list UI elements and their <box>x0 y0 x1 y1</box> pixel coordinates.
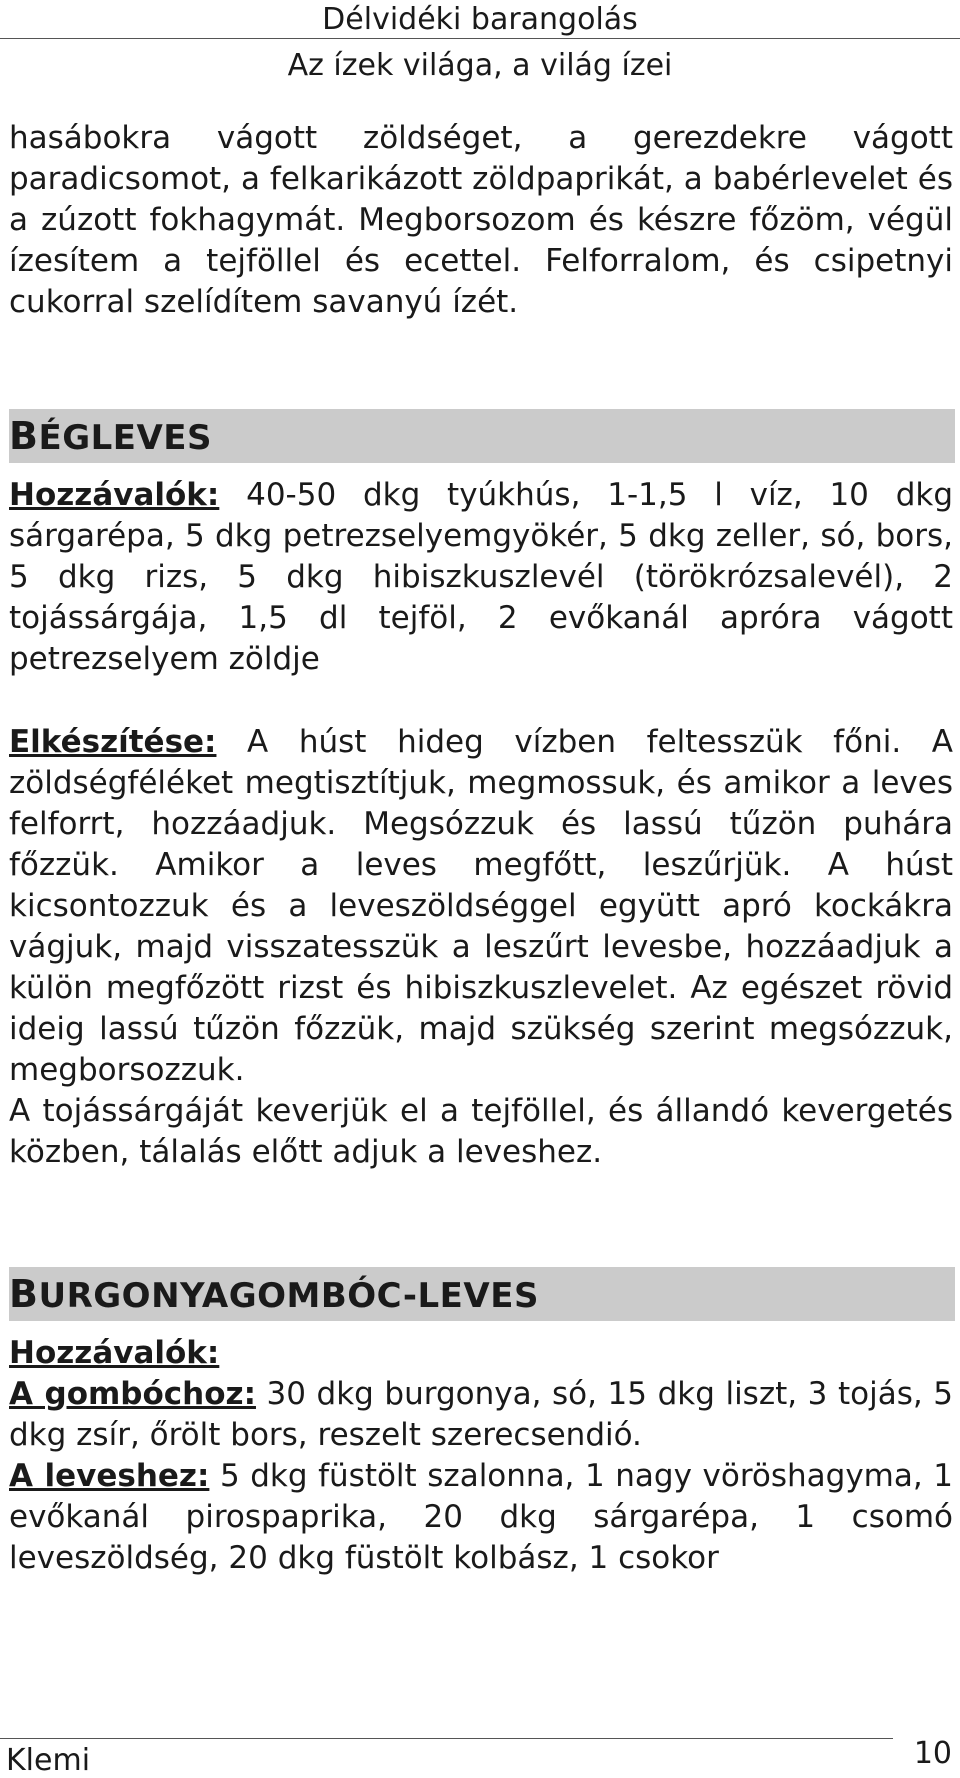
recipe1-prep-text: A húst hideg vízben feltesszük főni. A zöldségféléket megtisztítjuk, megmossuk, és amikor a leves felforrt, hozzáadjuk. Megsózzuk és lassú tűzön puhára főzzük. Amikor a leves megfőtt, leszűrjük. A húst kicsontozzuk és a leveszöldséggel együtt apró kockákra vágjuk, majd visszatesszük a leszűrt levesbe, hozzáadjuk a külön megfőzött rizst és hibiszkuszlevelet. Az egészet rövid ideig lassú tűzön főzzük, majd szükség szerint megsózzuk, megborsozzuk. <box>9 724 953 1088</box>
recipe1-title <box>9 409 212 465</box>
recipe2-soup-label: A leveshez: <box>9 1458 210 1494</box>
recipe1-prep-label: Elkészítése: <box>9 724 217 760</box>
recipe2-ingredients <box>9 1333 953 1579</box>
recipe2-title-initial: B <box>9 1272 39 1316</box>
footer-rule <box>0 1738 893 1739</box>
recipe1-title-rest: ÉGLEVES <box>38 418 213 458</box>
recipe2-dumpling-label: A gombóchoz: <box>9 1376 256 1412</box>
recipe2-ingredients-label: Hozzávalók: <box>9 1335 220 1371</box>
page-header <box>0 0 960 86</box>
recipe1-preparation <box>9 722 953 1173</box>
footer-author: Klemi <box>6 1743 91 1778</box>
book-subtitle: Az ízek világa, a világ ízei <box>287 48 673 83</box>
header-title-line <box>0 0 960 40</box>
recipe1-ingredients-label: Hozzávalók: <box>9 477 220 513</box>
recipe1-ingredients <box>9 475 953 680</box>
header-rule <box>0 38 960 39</box>
book-title: Délvidéki barangolás <box>322 2 638 37</box>
recipe2-title-rest: URGONYAGOMBÓC-LEVES <box>38 1276 539 1316</box>
intro-paragraph <box>9 118 953 323</box>
intro-text: hasábokra vágott zöldséget, a gerezdekre vágott paradicsomot, a felkarikázott zöldpaprikát, a babérlevelet és a zúzott fokhagymát. Megborsozom és készre főzöm, végül ízesítem a tejföllel és ecettel. Felforralom, és csipetnyi cukorral szelídítem savanyú ízét. <box>9 120 953 320</box>
page-number: 10 <box>913 1736 952 1771</box>
recipe2-dumpling-text: 30 dkg burgonya, só, 15 dkg liszt, 3 tojás, 5 dkg zsír, őrölt bors, reszelt szerecsendió. <box>9 1376 953 1453</box>
recipe1-prep-text2: A tojássárgáját keverjük el a tejföllel, és állandó kevergetés közben, tálalás előtt adjuk a leveshez. <box>9 1093 953 1170</box>
recipe2-title <box>9 1267 539 1323</box>
recipe2-soup-text: 5 dkg füstölt szalonna, 1 nagy vöröshagyma, 1 evőkanál pirospaprika, 20 dkg sárgarépa, 1 csomó leveszöldség, 20 dkg füstölt kolbász, 1 csokor <box>9 1458 953 1576</box>
recipe1-ingredients-text: 40-50 dkg tyúkhús, 1-1,5 l víz, 10 dkg sárgarépa, 5 dkg petrezselyemgyökér, 5 dkg zeller, só, bors, 5 dkg rizs, 5 dkg hibiszkuszlevél (törökrózsalevél), 2 tojássárgája, 1,5 dl tejföl, 2 evőkanál apróra vágott petrezselyem zöldje <box>9 477 953 677</box>
recipe1-title-initial: B <box>9 414 39 458</box>
